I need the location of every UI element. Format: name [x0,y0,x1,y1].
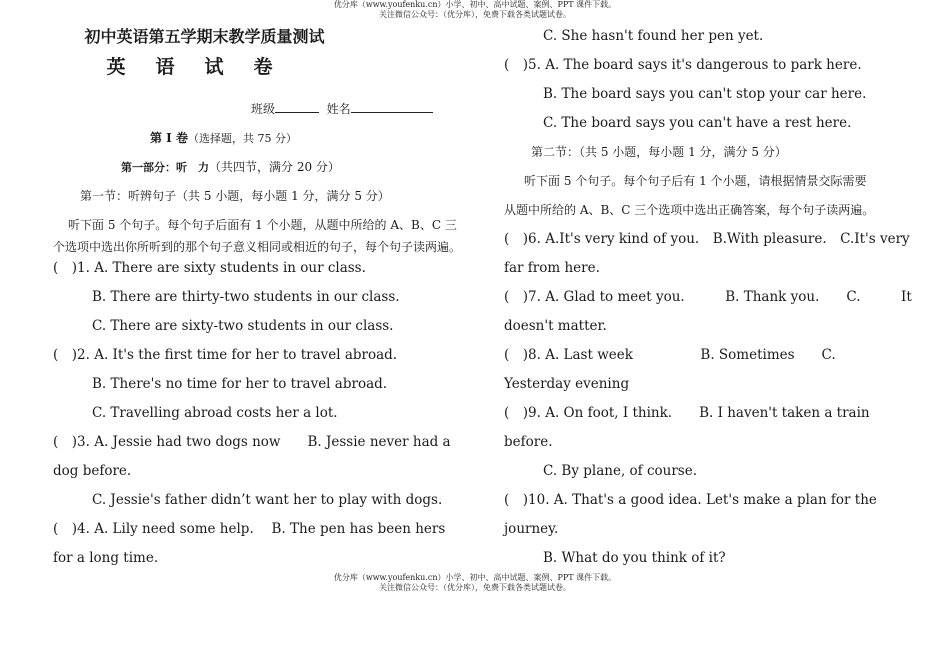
q7-options-cont: doesn't matter. [504,318,607,334]
q2-option-b: B. There's no time for her to travel abroad. [92,376,388,392]
class-blank[interactable] [275,100,319,113]
q10-option-a: ( )10. A. That's a good idea. Let's make a plan for the [504,492,877,508]
class-name-line [251,100,446,118]
q6-options: ( )6. A.It's very kind of you. B.With pleasure. C.It's very [504,231,910,247]
q9-option-c: C. By plane, of course. [543,463,698,479]
part1-note: （共四节，满分 20 分） [209,160,340,174]
q9-options-ab-cont: before. [504,434,553,450]
q10-option-a-cont: journey. [504,521,559,537]
header-line-1: 优分库（www.youfenku.cn）小学、初中、高中试题、案例、PPT 课件下载。 [333,0,617,9]
q1-option-a: ( )1. A. There are sixty students in our class. [53,260,366,276]
q10-option-b: B. What do you think of it? [543,550,726,566]
section2-instruction-2: 从题中所给的 A、B、C 三个选项中选出正确答案，每个句子读两遍。 [504,203,875,217]
section2-title: 第二节：（共 5 小题，每小题 1 分，满分 5 分） [531,145,787,159]
volume-label: 第 Ⅰ 卷 [150,131,188,145]
section2-instruction-1: 听下面 5 个句子。每个句子后有 1 个小题，请根据情景交际需要 [524,174,867,188]
name-label: 姓名 [326,102,351,116]
volume-note: （选择题，共 75 分） [187,132,297,145]
q2-option-c: C. Travelling abroad costs her a lot. [92,405,338,421]
class-label: 班级 [251,102,276,116]
name-blank[interactable] [351,100,433,113]
q1-option-b: B. There are thirty-two students in our class. [92,289,400,305]
footer-line-1: 优分库（www.youfenku.cn）小学、初中、高中试题、案例、PPT 课件下载。 [333,573,617,582]
page-footer [0,573,950,593]
exam-subtitle: 英语试卷 [106,56,303,78]
q8-options: ( )8. A. Last week B. Sometimes C. [504,347,836,363]
q7-options: ( )7. A. Glad to meet you. B. Thank you. C. It [504,289,912,305]
section1-title: 第一节：听辨句子（共 5 小题，每小题 1 分，满分 5 分） [80,189,390,203]
page-header [0,0,950,20]
q2-option-a: ( )2. A. It's the first time for her to travel abroad. [53,347,398,363]
q4-options-ab: ( )4. A. Lily need some help. B. The pen has been hers [53,521,446,537]
q9-options-ab: ( )9. A. On foot, I think. B. I haven't taken a train [504,405,870,421]
q6-options-cont: far from here. [504,260,600,276]
q3-options-ab-cont: dog before. [53,463,132,479]
q1-option-c: C. There are sixty-two students in our class. [92,318,394,334]
section1-instruction-2: 个选项中选出你所听到的那个句子意义相同或相近的句子，每个句子读两遍。 [53,240,462,254]
footer-line-2: 关注微信公众号：（优分库），免费下载各类试题试卷。 [379,583,571,592]
part1-label: 第一部分：听 力 [121,161,209,174]
section1-instruction-1: 听下面 5 个句子。每个句子后面有 1 个小题，从题中所给的 A、B、C 三 [68,218,457,232]
q4-options-ab-cont: for a long time. [53,550,159,566]
header-line-2: 关注微信公众号：（优分库），免费下载各类试题试卷。 [379,10,571,19]
q3-option-c: C. Jessie's father didn’t want her to play with dogs. [92,492,443,508]
q5-option-c: C. The board says you can't have a rest here. [543,115,852,131]
part1-heading [121,158,446,177]
q5-option-b: B. The board says you can't stop your car here. [543,86,867,102]
exam-title: 初中英语第五学期末教学质量测试 [84,27,325,46]
q5-option-a: ( )5. A. The board says it's dangerous to park here. [504,57,862,73]
q4-option-c: C. She hasn't found her pen yet. [543,28,764,44]
volume-heading [150,129,446,148]
q8-options-cont: Yesterday evening [504,376,630,392]
q3-options-ab: ( )3. A. Jessie had two dogs now B. Jessie never had a [53,434,451,450]
